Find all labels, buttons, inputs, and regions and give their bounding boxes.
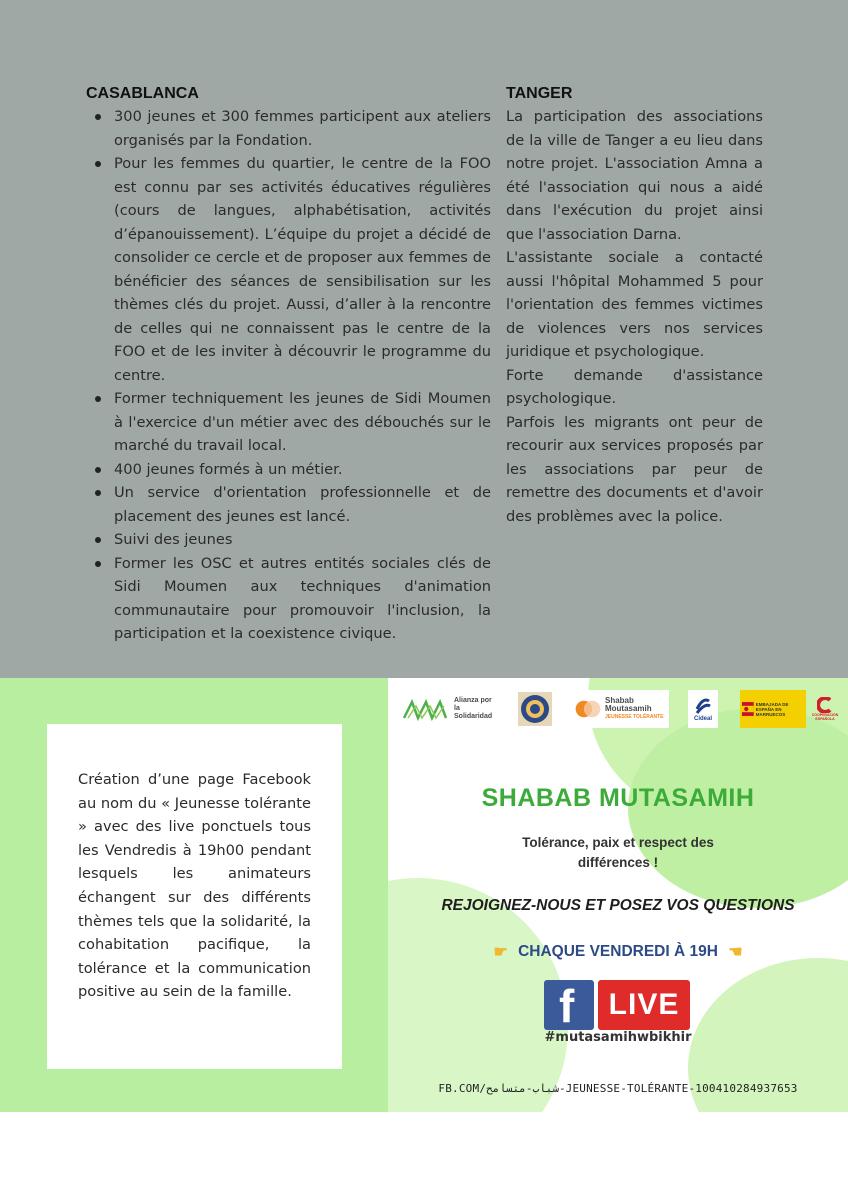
schedule-label: CHAQUE VENDREDI À 19H [518, 943, 718, 961]
spain-embassy-logo [740, 690, 806, 728]
list-item: Former les OSC et autres entités sociales clés de Sidi Moumen aux techniques d'animation communautaire pour promouvoir l'inclusion, la participation et la coexistence civique. [86, 552, 491, 646]
tanger-column [506, 84, 763, 528]
seal-icon [518, 692, 552, 726]
paragraph: Forte demande d'assistance psychologique. [506, 366, 763, 407]
cooperacion-label: COOPERACIÓN ESPAÑOLA [811, 713, 839, 721]
list-item: Pour les femmes du quartier, le centre de la FOO est connu par ses activités éducatives régulières (cours de langues, alphabétisation, activités d’épanouissement). L’équipe du projet a décidé de consolider ce cercle et de proposer aux femmes de bénéficier des séances de sensibilisation sur les thèmes clés du projet. Aussi, d’aller à la rencontre de celles qui ne connaissent pas le centre de la FOO et de les inviter à découvrir le programme du centre. [86, 152, 491, 387]
poster-subtitle: Tolérance, paix et respect des différences ! [522, 835, 714, 870]
alianza-logo [402, 690, 498, 728]
shabab-tagline: JEUNESSE TOLÉRANTE [604, 714, 664, 720]
cooperacion-c-icon [817, 697, 833, 713]
cideal-label: Cideal [693, 716, 712, 722]
facebook-url: FB.COM/شباب-متسامح-JEUNESSE-TOLÉRANTE-100410284937653 [438, 1082, 798, 1095]
list-item: Former techniquement les jeunes de Sidi Moumen à l'exercice d'un métier avec des débouchés sur le marché du travail local. [86, 387, 491, 458]
hashtag: #mutasamihwbikhir [544, 1030, 692, 1045]
paragraph: Parfois les migrants ont peur de recourir aux services proposés par les associations par peur de remettre des documents et d'avoir des problèmes avec la police. [506, 413, 763, 525]
paragraph: L'assistante sociale a contacté aussi l'hôpital Mohammed 5 pour l'orientation des femmes victimes de violences vers nos services juridique et psychologique. [506, 249, 763, 360]
foundation-seal-logo [518, 690, 552, 728]
partner-logos [388, 690, 848, 730]
casablanca-column [86, 84, 491, 646]
facebook-icon [544, 980, 594, 1030]
cooperacion-logo [812, 690, 838, 728]
cideal-icon [693, 695, 713, 715]
shabab-text [605, 697, 669, 721]
shabab-name: Shabab Moutasamih [604, 696, 652, 713]
alianza-wave-icon [402, 696, 452, 722]
poster-schedule [388, 942, 848, 962]
facebook-live-badge [544, 980, 690, 1030]
list-item: Suivi des jeunes [86, 528, 491, 552]
cideal-logo [688, 690, 718, 728]
poster-call-to-action: REJOIGNEZ-NOUS ET POSEZ VOS QUESTIONS [441, 897, 795, 914]
shabab-circles-icon [574, 697, 602, 721]
poster-title: SHABAB MUTASAMIH [481, 784, 755, 812]
casablanca-heading: CASABLANCA [86, 85, 199, 102]
pointing-right-icon: ☛ [493, 944, 508, 961]
list-item: Un service d'orientation professionnelle et de placement des jeunes est lancé. [86, 481, 491, 528]
embassy-label: EMBAJADA DE ESPAÑA EN MARRUECOS [755, 701, 789, 717]
pointing-left-icon: ☚ [728, 944, 743, 961]
facebook-note-text: Création d’une page Facebook au nom du « Jeunesse tolérante » avec des live ponctuels tous les Vendredis à 19h00 pendant lesquels les animateurs échangent sur des différents thèmes tels que la solidarité, la cohabitation pacifique, la tolérance et la communication positive au sein de la famille. [78, 771, 311, 1001]
tanger-text [506, 105, 763, 528]
tanger-heading: TANGER [506, 85, 573, 102]
casablanca-list [86, 105, 491, 646]
facebook-letter: f [559, 980, 575, 1032]
facebook-live-poster [388, 678, 848, 1112]
live-label: LIVE [598, 980, 690, 1030]
spain-flag-icon [742, 696, 754, 722]
paragraph: La participation des associations de la ville de Tanger a eu lieu dans notre projet. L'association Amna a été l'association qui nous a aidé dans l'exécution du projet ainsi que l'association Darna. [506, 108, 763, 243]
shabab-logo [571, 690, 669, 728]
alianza-label: Alianza por la Solidaridad [454, 697, 493, 720]
list-item: 300 jeunes et 300 femmes participent aux ateliers organisés par la Fondation. [86, 105, 491, 152]
list-item: 400 jeunes formés à un métier. [86, 458, 491, 482]
